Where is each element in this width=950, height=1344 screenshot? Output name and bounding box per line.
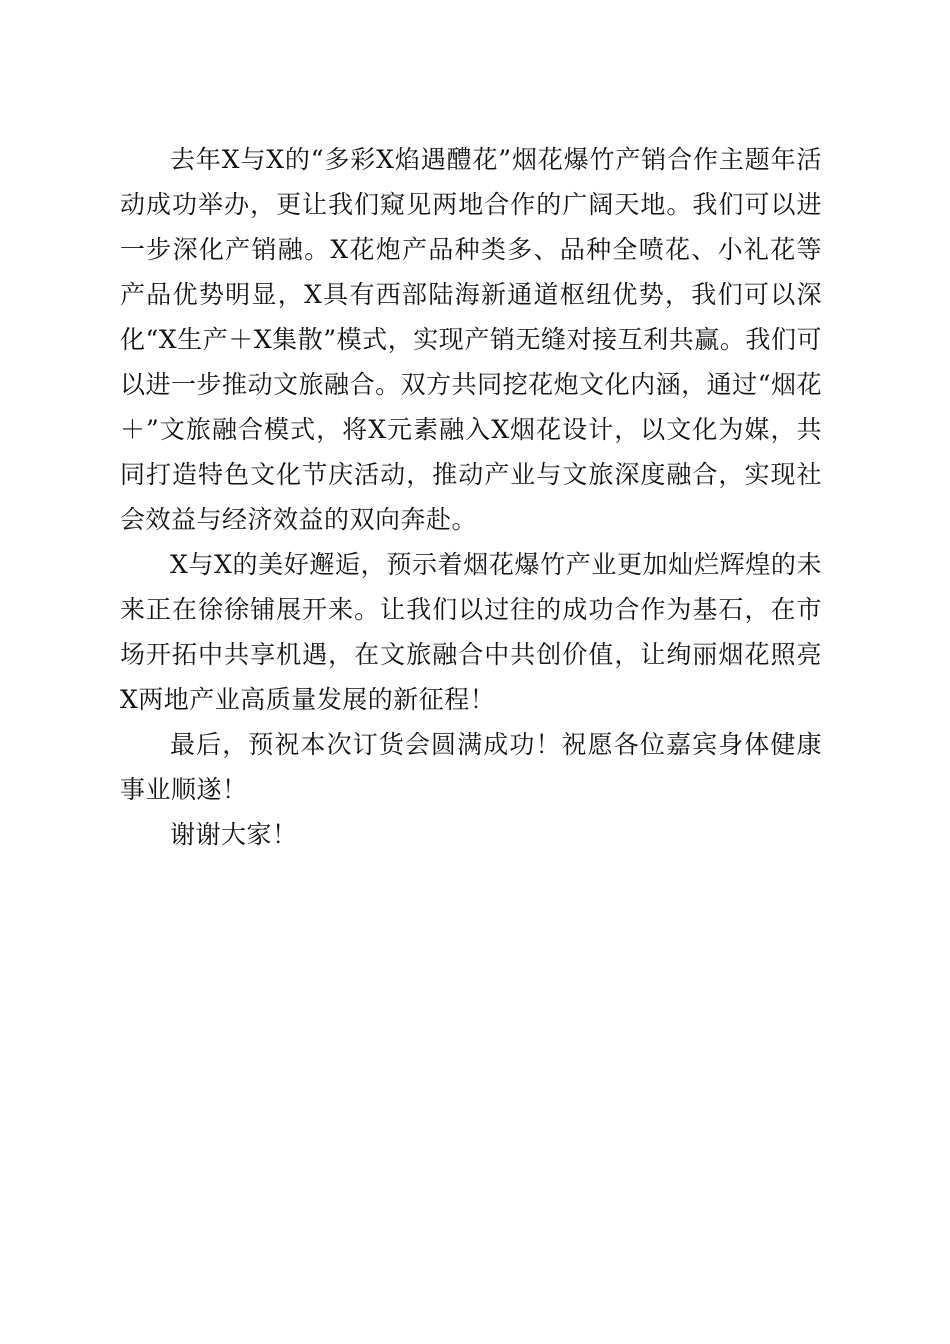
- paragraph-wishes: 最后，预祝本次订货会圆满成功！祝愿各位嘉宾身体健康事业顺遂！: [120, 730, 822, 804]
- paragraph-thanks: 谢谢大家！: [170, 820, 298, 849]
- paragraph-cooperation: 去年X与X的“多彩X焰遇醴花”烟花爆竹产销合作主题年活动成功举办，更让我们窥见两地合作的广阔天地。我们可以进一步深化产销融。X花炮产品种类多、品种全喷花、小礼花等产品优势明显，X具有西部陆海新通道枢纽优势，我们可以深化“X生产＋X集散”模式，实现产销无缝对接互利共赢。我们可以进一步推动文旅融合。双方共同挖花炮文化内涵，通过“烟花＋”文旅融合模式，将X元素融入X烟花设计，以文化为媒，共同打造特色文化节庆活动，推动产业与文旅深度融合，实现社会效益与经济效益的双向奔赴。: [120, 145, 822, 534]
- paragraph-future: X与X的美好邂逅，预示着烟花爆竹产业更加灿烂辉煌的未来正在徐徐铺展开来。让我们以过往的成功合作为基石，在市场开拓中共享机遇，在文旅融合中共创价值，让绚丽烟花照亮X两地产业高质量发展的新征程！: [120, 550, 822, 714]
